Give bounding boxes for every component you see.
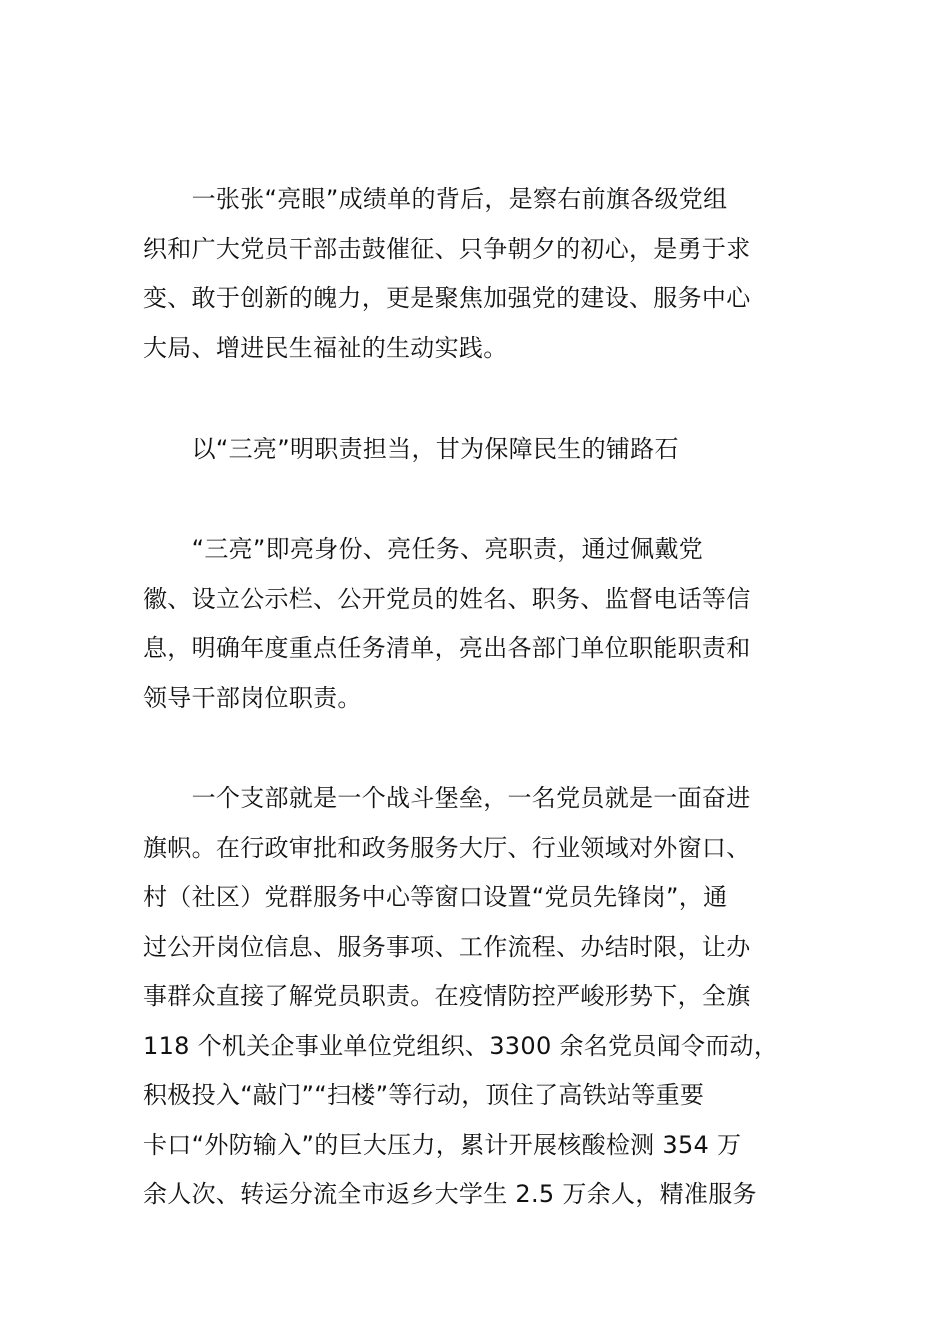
paragraph-san-liang: “三亮”即亮身份、亮任务、亮职责，通过佩戴党 徽、设立公示栏、公开党员的姓名、职务、监督电话等信 息，明确年度重点任务清单，亮出各部门单位职能职责和 领导干部岗位职责。 (143, 535, 751, 712)
section-heading: 以“三亮”明职责担当，甘为保障民生的铺路石 (143, 435, 679, 463)
paragraph-branch: 一个支部就是一个战斗堡垒，一名党员就是一面奋进 旗帜。在行政审批和政务服务大厅、行业领域对外窗口、 村（社区）党群服务中心等窗口设置“党员先锋岗”，通 过公开岗位信息、服务事项、工作流程、办结时限，让办 事群众直接了解党员职责。在疫情防控严峻形势下，全旗 118 个机关企事业单位党组织、3300 余名党员闻令而动， 积极投入“敲门”“扫楼”等行动，顶住了高铁站等重要 卡口“外防输入”的巨大压力，累计开展核酸检测 354 万 余人次、转运分流全市返乡大学生 2.5 万余人，精准服务 (143, 784, 779, 1208)
paragraph-intro: 一张张“亮眼”成绩单的背后，是察右前旗各级党组 织和广大党员干部击鼓催征、只争朝夕的初心，是勇于求 变、敢于创新的魄力，更是聚焦加强党的建设、服务中心 大局、增进民生福祉的生动实践。 (143, 185, 751, 362)
